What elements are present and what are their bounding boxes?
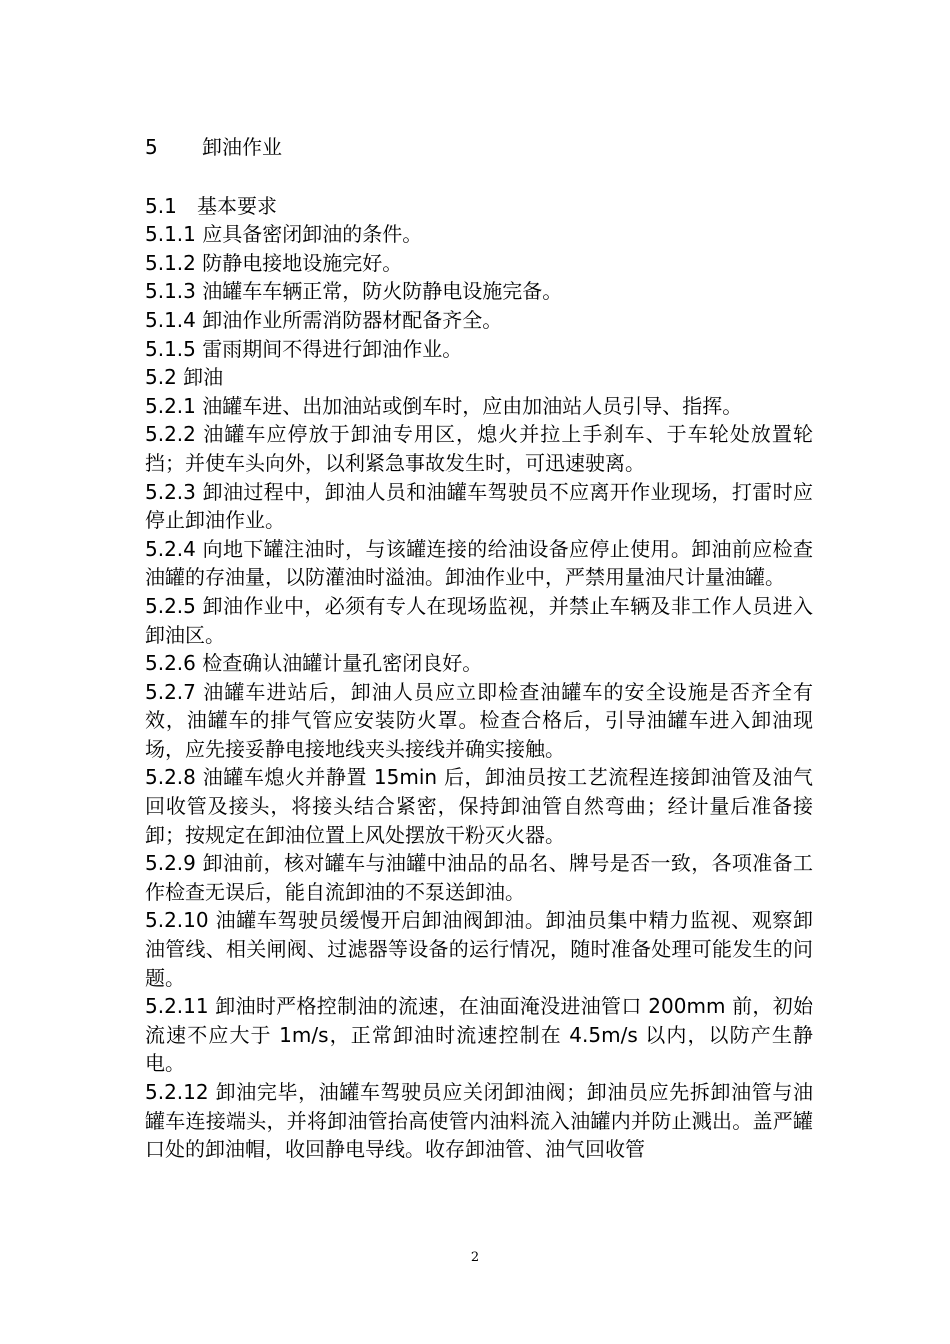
paragraph: 5.1.5 雷雨期间不得进行卸油作业。 bbox=[145, 336, 463, 361]
paragraph: 5.2.1 油罐车进、出加油站或倒车时，应由加油站人员引导、指挥。 bbox=[145, 393, 743, 418]
paragraph: 5.1.2 防静电接地设施完好。 bbox=[145, 250, 403, 275]
paragraph: 5.2.7 油罐车进站后，卸油人员应立即检查油罐车的安全设施是否齐全有效，油罐车的排气管应安装防火罩。检查合格后，引导油罐车进入卸油现场，应先接妥静电接地线夹头接线并确实接触。 bbox=[145, 679, 813, 761]
paragraph: 5.2.4 向地下罐注油时，与该罐连接的给油设备应停止使用。卸油前应检查油罐的存油量，以防灌油时溢油。卸油作业中，严禁用量油尺计量油罐。 bbox=[145, 536, 813, 590]
section-heading bbox=[145, 133, 813, 162]
paragraph: 5.2.3 卸油过程中，卸油人员和油罐车驾驶员不应离开作业现场，打雷时应停止卸油作业。 bbox=[145, 479, 813, 533]
page-content bbox=[145, 133, 813, 1164]
paragraph: 5.1.1 应具备密闭卸油的条件。 bbox=[145, 222, 423, 247]
page-number: 2 bbox=[470, 1250, 480, 1265]
paragraph: 5.2.10 油罐车驾驶员缓慢开启卸油阀卸油。卸油员集中精力监视、观察卸油管线、相关闸阀、过滤器等设备的运行情况，随时准备处理可能发生的问题。 bbox=[145, 908, 813, 990]
paragraph: 5.2.9 卸油前，核对罐车与油罐中油品的品名、牌号是否一致，各项准备工作检查无误后，能自流卸油的不泵送卸油。 bbox=[145, 851, 813, 904]
paragraph: 5.2.2 油罐车应停放于卸油专用区，熄火并拉上手刹车、于车轮处放置轮挡；并使车头向外，以利紧急事故发生时，可迅速驶离。 bbox=[145, 422, 813, 475]
paragraph: 5.1.3 油罐车车辆正常，防火防静电设施完备。 bbox=[145, 279, 563, 304]
subsection-title: 基本要求 bbox=[197, 193, 277, 218]
paragraph: 5.2.11 卸油时严格控制油的流速，在油面淹没进油管口 200mm 前，初始流速不应大于 1m/s，正常卸油时流速控制在 4.5m/s 以内，以防产生静电。 bbox=[145, 994, 813, 1076]
subsection-heading bbox=[145, 192, 813, 221]
paragraph-heading: 5.2 卸油 bbox=[145, 365, 224, 390]
subsection-number: 5.1 bbox=[145, 193, 177, 218]
paragraph: 5.2.8 油罐车熄火并静置 15min 后，卸油员按工艺流程连接卸油管及油气回收管及接头，将接头结合紧密，保持卸油管自然弯曲；经计量后准备接卸；按规定在卸油位置上风处摆放干粉灭火器。 bbox=[145, 765, 813, 847]
paragraph: 5.2.12 卸油完毕，油罐车驾驶员应关闭卸油阀；卸油员应先拆卸油管与油罐车连接端头，并将卸油管抬高使管内油料流入油罐内并防止溅出。盖严罐口处的卸油帽，收回静电导线。收存卸油管、油气回收管 bbox=[145, 1080, 813, 1162]
paragraph: 5.2.5 卸油作业中，必须有专人在现场监视，并禁止车辆及非工作人员进入卸油区。 bbox=[145, 593, 813, 647]
paragraph: 5.2.6 检查确认油罐计量孔密闭良好。 bbox=[145, 651, 483, 676]
paragraph: 5.1.4 卸油作业所需消防器材配备齐全。 bbox=[145, 307, 503, 332]
section-title: 卸油作业 bbox=[202, 135, 282, 159]
section-number: 5 bbox=[145, 135, 158, 159]
